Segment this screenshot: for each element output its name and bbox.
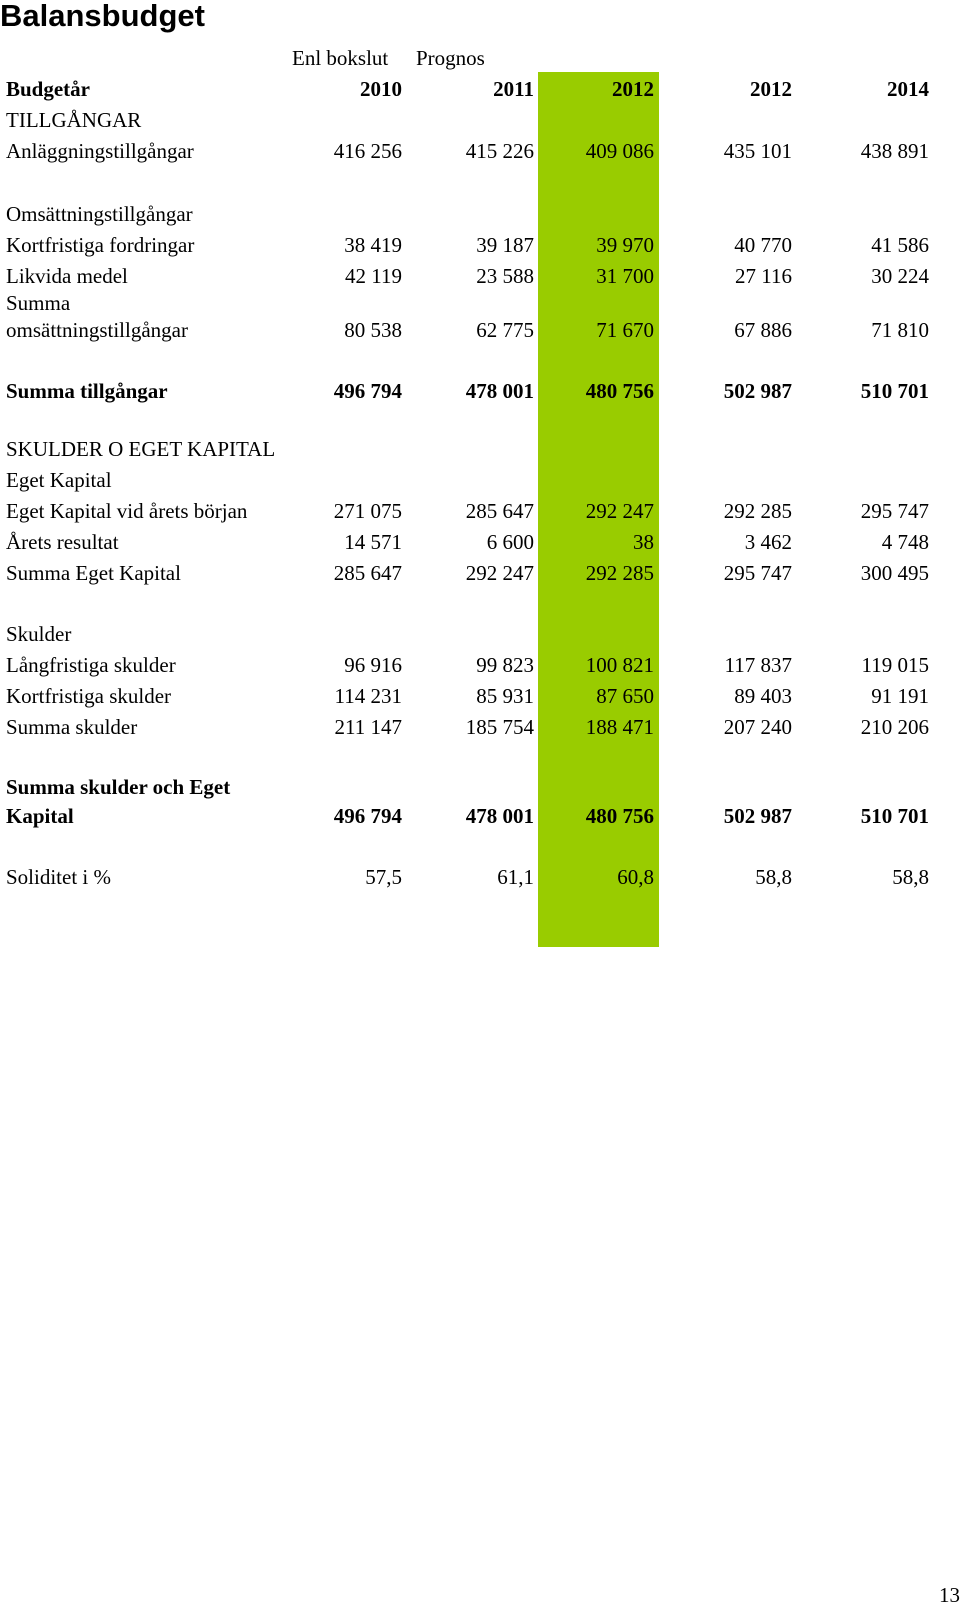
subsection-heading — [0, 199, 960, 229]
value-cell: 502 987 — [723, 804, 792, 828]
section-heading — [0, 434, 960, 464]
row-label: Budgetår — [6, 77, 90, 101]
value-cell: 185 754 — [465, 715, 534, 739]
page-title: Balansbudget — [0, 0, 205, 33]
summa-line1 — [0, 288, 960, 318]
header-prognos: Prognos — [416, 46, 485, 70]
value-cell: 210 206 — [860, 715, 929, 739]
year-cell: 2010 — [360, 77, 402, 101]
value-cell: 89 403 — [734, 684, 792, 708]
page-number: 13 — [939, 1583, 960, 1607]
value-cell: 119 015 — [861, 653, 929, 677]
value-cell: 292 285 — [723, 499, 792, 523]
row-label-line1: Summa skulder och Eget — [6, 775, 231, 799]
value-cell: 510 701 — [860, 804, 929, 828]
value-cell: 71 670 — [596, 318, 654, 342]
value-cell: 67 886 — [734, 318, 792, 342]
table-row — [0, 527, 960, 557]
value-cell: 207 240 — [723, 715, 792, 739]
row-label: Kortfristiga skulder — [6, 684, 172, 708]
value-cell: 292 247 — [465, 561, 534, 585]
value-cell: 188 471 — [585, 715, 654, 739]
value-cell: 39 970 — [596, 233, 654, 257]
value-cell: 38 419 — [344, 233, 402, 257]
value-cell: 478 001 — [465, 804, 534, 828]
row-label: Soliditet i % — [6, 865, 111, 889]
value-cell: 300 495 — [860, 561, 929, 585]
value-cell: 438 891 — [860, 139, 929, 163]
value-cell: 4 748 — [881, 530, 929, 554]
value-cell: 496 794 — [333, 804, 402, 828]
value-cell: 58,8 — [892, 865, 929, 889]
subsection-heading — [0, 465, 960, 495]
value-cell: 42 119 — [345, 264, 402, 288]
row-label: Långfristiga skulder — [6, 653, 176, 677]
value-cell: 292 247 — [585, 499, 654, 523]
table-row — [0, 496, 960, 526]
table-row — [0, 650, 960, 680]
row-label: Eget Kapital vid årets början — [6, 499, 248, 523]
value-cell: 416 256 — [333, 139, 402, 163]
value-cell: 39 187 — [476, 233, 534, 257]
header-enl-bokslut: Enl bokslut — [292, 46, 389, 70]
section-heading — [0, 105, 960, 135]
value-cell: 62 775 — [476, 318, 534, 342]
value-cell: 480 756 — [585, 804, 654, 828]
value-cell: 41 586 — [871, 233, 929, 257]
value-cell: 295 747 — [723, 561, 792, 585]
total-row — [0, 801, 960, 831]
value-cell: 61,1 — [497, 865, 534, 889]
value-cell: 211 147 — [334, 715, 402, 739]
year-cell: 2011 — [493, 77, 534, 101]
year-cell: 2012 — [612, 77, 654, 101]
value-cell: 6 600 — [486, 530, 534, 554]
value-cell: 23 588 — [476, 264, 534, 288]
value-cell: 502 987 — [723, 379, 792, 403]
value-cell: 31 700 — [596, 264, 654, 288]
value-cell: 510 701 — [860, 379, 929, 403]
table-row — [0, 230, 960, 260]
value-cell: 38 — [633, 530, 654, 554]
table-row — [0, 712, 960, 742]
row-label: Summa tillgångar — [6, 379, 168, 403]
value-cell: 480 756 — [585, 379, 654, 403]
row-label: Kortfristiga fordringar — [6, 233, 195, 257]
value-cell: 40 770 — [734, 233, 792, 257]
value-cell: 14 571 — [344, 530, 402, 554]
value-cell: 3 462 — [744, 530, 792, 554]
value-cell: 295 747 — [860, 499, 929, 523]
skulder-eget-heading: SKULDER O EGET KAPITAL — [6, 437, 276, 461]
row-label-line2: Kapital — [6, 804, 74, 828]
table-row — [0, 261, 960, 291]
value-cell: 496 794 — [333, 379, 402, 403]
table-row — [0, 862, 960, 892]
year-cell: 2014 — [887, 77, 929, 101]
total-row — [0, 376, 960, 406]
section-tillgangar: TILLGÅNGAR — [6, 108, 142, 132]
value-cell: 91 191 — [871, 684, 929, 708]
value-cell: 271 075 — [333, 499, 402, 523]
table-row — [0, 558, 960, 588]
skulder-heading: Skulder — [6, 622, 72, 646]
value-cell: 85 931 — [476, 684, 534, 708]
value-cell: 285 647 — [465, 499, 534, 523]
row-label: Summa Eget Kapital — [6, 561, 181, 585]
year-cell: 2012 — [750, 77, 792, 101]
value-cell: 478 001 — [465, 379, 534, 403]
value-cell: 99 823 — [476, 653, 534, 677]
value-cell: 415 226 — [465, 139, 534, 163]
row-label-line1: Summa — [6, 291, 71, 315]
row-label: Årets resultat — [6, 530, 119, 554]
value-cell: 435 101 — [723, 139, 792, 163]
value-cell: 27 116 — [735, 264, 792, 288]
value-cell: 60,8 — [617, 865, 654, 889]
table-row — [0, 136, 960, 166]
value-cell: 30 224 — [871, 264, 929, 288]
year-header-row — [0, 74, 960, 104]
value-cell: 71 810 — [871, 318, 929, 342]
value-cell: 114 231 — [334, 684, 402, 708]
value-cell: 96 916 — [344, 653, 402, 677]
eget-kapital-heading: Eget Kapital — [6, 468, 112, 492]
table-row — [0, 681, 960, 711]
table-row — [0, 315, 960, 345]
row-label: Summa skulder — [6, 715, 138, 739]
omsattning-heading: Omsättningstillgångar — [6, 202, 193, 226]
value-cell: 117 837 — [724, 653, 792, 677]
value-cell: 292 285 — [585, 561, 654, 585]
value-cell: 87 650 — [596, 684, 654, 708]
row-label: Likvida medel — [6, 264, 128, 288]
value-cell: 57,5 — [365, 865, 402, 889]
row-label-line2: omsättningstillgångar — [6, 318, 188, 342]
total-label-line1 — [0, 772, 960, 802]
value-cell: 80 538 — [344, 318, 402, 342]
subsection-heading — [0, 619, 960, 649]
value-cell: 100 821 — [585, 653, 654, 677]
value-cell: 285 647 — [333, 561, 402, 585]
row-label: Anläggningstillgångar — [6, 139, 194, 163]
value-cell: 409 086 — [585, 139, 654, 163]
value-cell: 58,8 — [755, 865, 792, 889]
